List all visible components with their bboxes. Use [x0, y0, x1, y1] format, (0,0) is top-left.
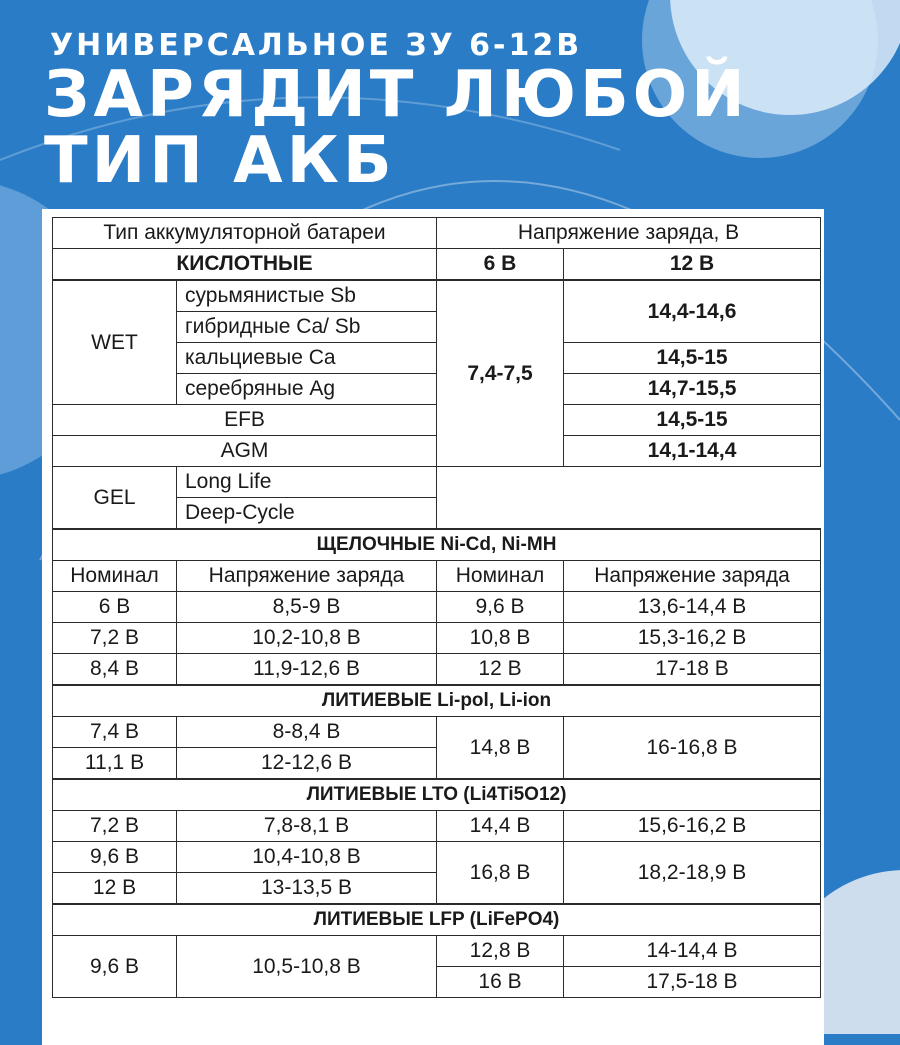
lto-charge: 7,8-8,1 В — [177, 811, 437, 842]
table-header-row — [53, 218, 821, 249]
lto-charge-2: 15,6-16,2 В — [564, 811, 821, 842]
alkaline-charge: 11,9-12,6 В — [177, 654, 437, 686]
table-row — [53, 811, 821, 842]
alkaline-nominal-2: 10,8 В — [437, 623, 564, 654]
table-row — [53, 623, 821, 654]
table-row — [53, 436, 821, 467]
alkaline-header-row — [53, 561, 821, 592]
li-ion-charge: 12-12,6 В — [177, 748, 437, 780]
lto-charge: 13-13,5 В — [177, 873, 437, 905]
acid-col-12v: 12 В — [564, 249, 821, 281]
deep-cycle-label: Deep-Cycle — [177, 498, 437, 530]
alkaline-nominal: 6 В — [53, 592, 177, 623]
table-row — [53, 717, 821, 748]
li-ion-section-title: ЛИТИЕВЫЕ Li-pol, Li-ion — [53, 685, 821, 717]
alkaline-nominal: 7,2 В — [53, 623, 177, 654]
table-row — [53, 280, 821, 312]
alkaline-charge: 10,2-10,8 В — [177, 623, 437, 654]
lfp-nominal-2: 16 В — [437, 967, 564, 998]
alkaline-section-title: ЩЕЛОЧНЫЕ Ni-Cd, Ni-MH — [53, 529, 821, 561]
alkaline-h-charge-2: Напряжение заряда — [564, 561, 821, 592]
header-subtitle: УНИВЕРСАЛЬНОЕ ЗУ 6-12В — [50, 28, 583, 63]
lto-nominal: 12 В — [53, 873, 177, 905]
alkaline-charge-2: 13,6-14,4 В — [564, 592, 821, 623]
lfp-charge: 10,5-10,8 В — [177, 936, 437, 998]
li-ion-nominal: 11,1 В — [53, 748, 177, 780]
alkaline-h-charge: Напряжение заряда — [177, 561, 437, 592]
agm-12v-value: 14,1-14,4 — [564, 436, 821, 467]
acid-6v-value: 7,4-7,5 — [437, 280, 564, 467]
lto-charge-2: 18,2-18,9 В — [564, 842, 821, 905]
li-ion-charge: 8-8,4 В — [177, 717, 437, 748]
lfp-nominal-2: 12,8 В — [437, 936, 564, 967]
ag-label: серебряные Ag — [177, 374, 437, 405]
table-row — [53, 405, 821, 436]
lto-section-title: ЛИТИЕВЫЕ LTO (Li4Ti5O12) — [53, 779, 821, 811]
ca-label: кальциевые Ca — [177, 343, 437, 374]
acid-col-6v: 6 В — [437, 249, 564, 281]
ca-sb-label: гибридные Ca/ Sb — [177, 312, 437, 343]
lfp-nominal: 9,6 В — [53, 936, 177, 998]
efb-label: EFB — [53, 405, 437, 436]
header-charge-voltage: Напряжение заряда, В — [437, 218, 821, 249]
ca-12v-value: 14,5-15 — [564, 343, 821, 374]
lto-nominal-2: 16,8 В — [437, 842, 564, 905]
table-row — [53, 592, 821, 623]
alkaline-nominal-2: 12 В — [437, 654, 564, 686]
alkaline-charge-2: 17-18 В — [564, 654, 821, 686]
lto-nominal-2: 14,4 В — [437, 811, 564, 842]
agm-label: AGM — [53, 436, 437, 467]
table-row — [53, 936, 821, 967]
li-ion-nominal: 7,4 В — [53, 717, 177, 748]
acid-section-title: КИСЛОТНЫЕ — [53, 249, 437, 281]
lfp-charge-2: 17,5-18 В — [564, 967, 821, 998]
sb-ca-sb-12v-value: 14,4-14,6 — [564, 280, 821, 343]
gel-label: GEL — [53, 467, 177, 530]
header-title-line-1: ЗАРЯДИТ ЛЮБОЙ — [44, 58, 749, 132]
alkaline-h-nominal: Номинал — [53, 561, 177, 592]
li-ion-title-row — [53, 685, 821, 717]
lto-nominal: 7,2 В — [53, 811, 177, 842]
alkaline-nominal: 8,4 В — [53, 654, 177, 686]
li-ion-nominal-2: 14,8 В — [437, 717, 564, 780]
lfp-title-row — [53, 904, 821, 936]
alkaline-charge-2: 15,3-16,2 В — [564, 623, 821, 654]
long-life-label: Long Life — [177, 467, 437, 498]
alkaline-nominal-2: 9,6 В — [437, 592, 564, 623]
header-title-line-2: ТИП АКБ — [44, 124, 396, 198]
ag-12v-value: 14,7-15,5 — [564, 374, 821, 405]
charge-voltage-table — [52, 217, 821, 998]
header-title — [44, 58, 749, 198]
table-row — [53, 467, 821, 498]
lto-charge: 10,4-10,8 В — [177, 842, 437, 873]
alkaline-charge: 8,5-9 В — [177, 592, 437, 623]
efb-12v-value: 14,5-15 — [564, 405, 821, 436]
acid-title-row — [53, 249, 821, 281]
lfp-section-title: ЛИТИЕВЫЕ LFP (LiFePO4) — [53, 904, 821, 936]
alkaline-h-nominal-2: Номинал — [437, 561, 564, 592]
sb-label: сурьмянистые Sb — [177, 280, 437, 312]
table-row — [53, 842, 821, 873]
wet-label: WET — [53, 280, 177, 405]
lto-title-row — [53, 779, 821, 811]
lto-nominal: 9,6 В — [53, 842, 177, 873]
li-ion-charge-2: 16-16,8 В — [564, 717, 821, 780]
header-battery-type: Тип аккумуляторной батареи — [53, 218, 437, 249]
lfp-charge-2: 14-14,4 В — [564, 936, 821, 967]
alkaline-title-row — [53, 529, 821, 561]
table-row — [53, 654, 821, 686]
